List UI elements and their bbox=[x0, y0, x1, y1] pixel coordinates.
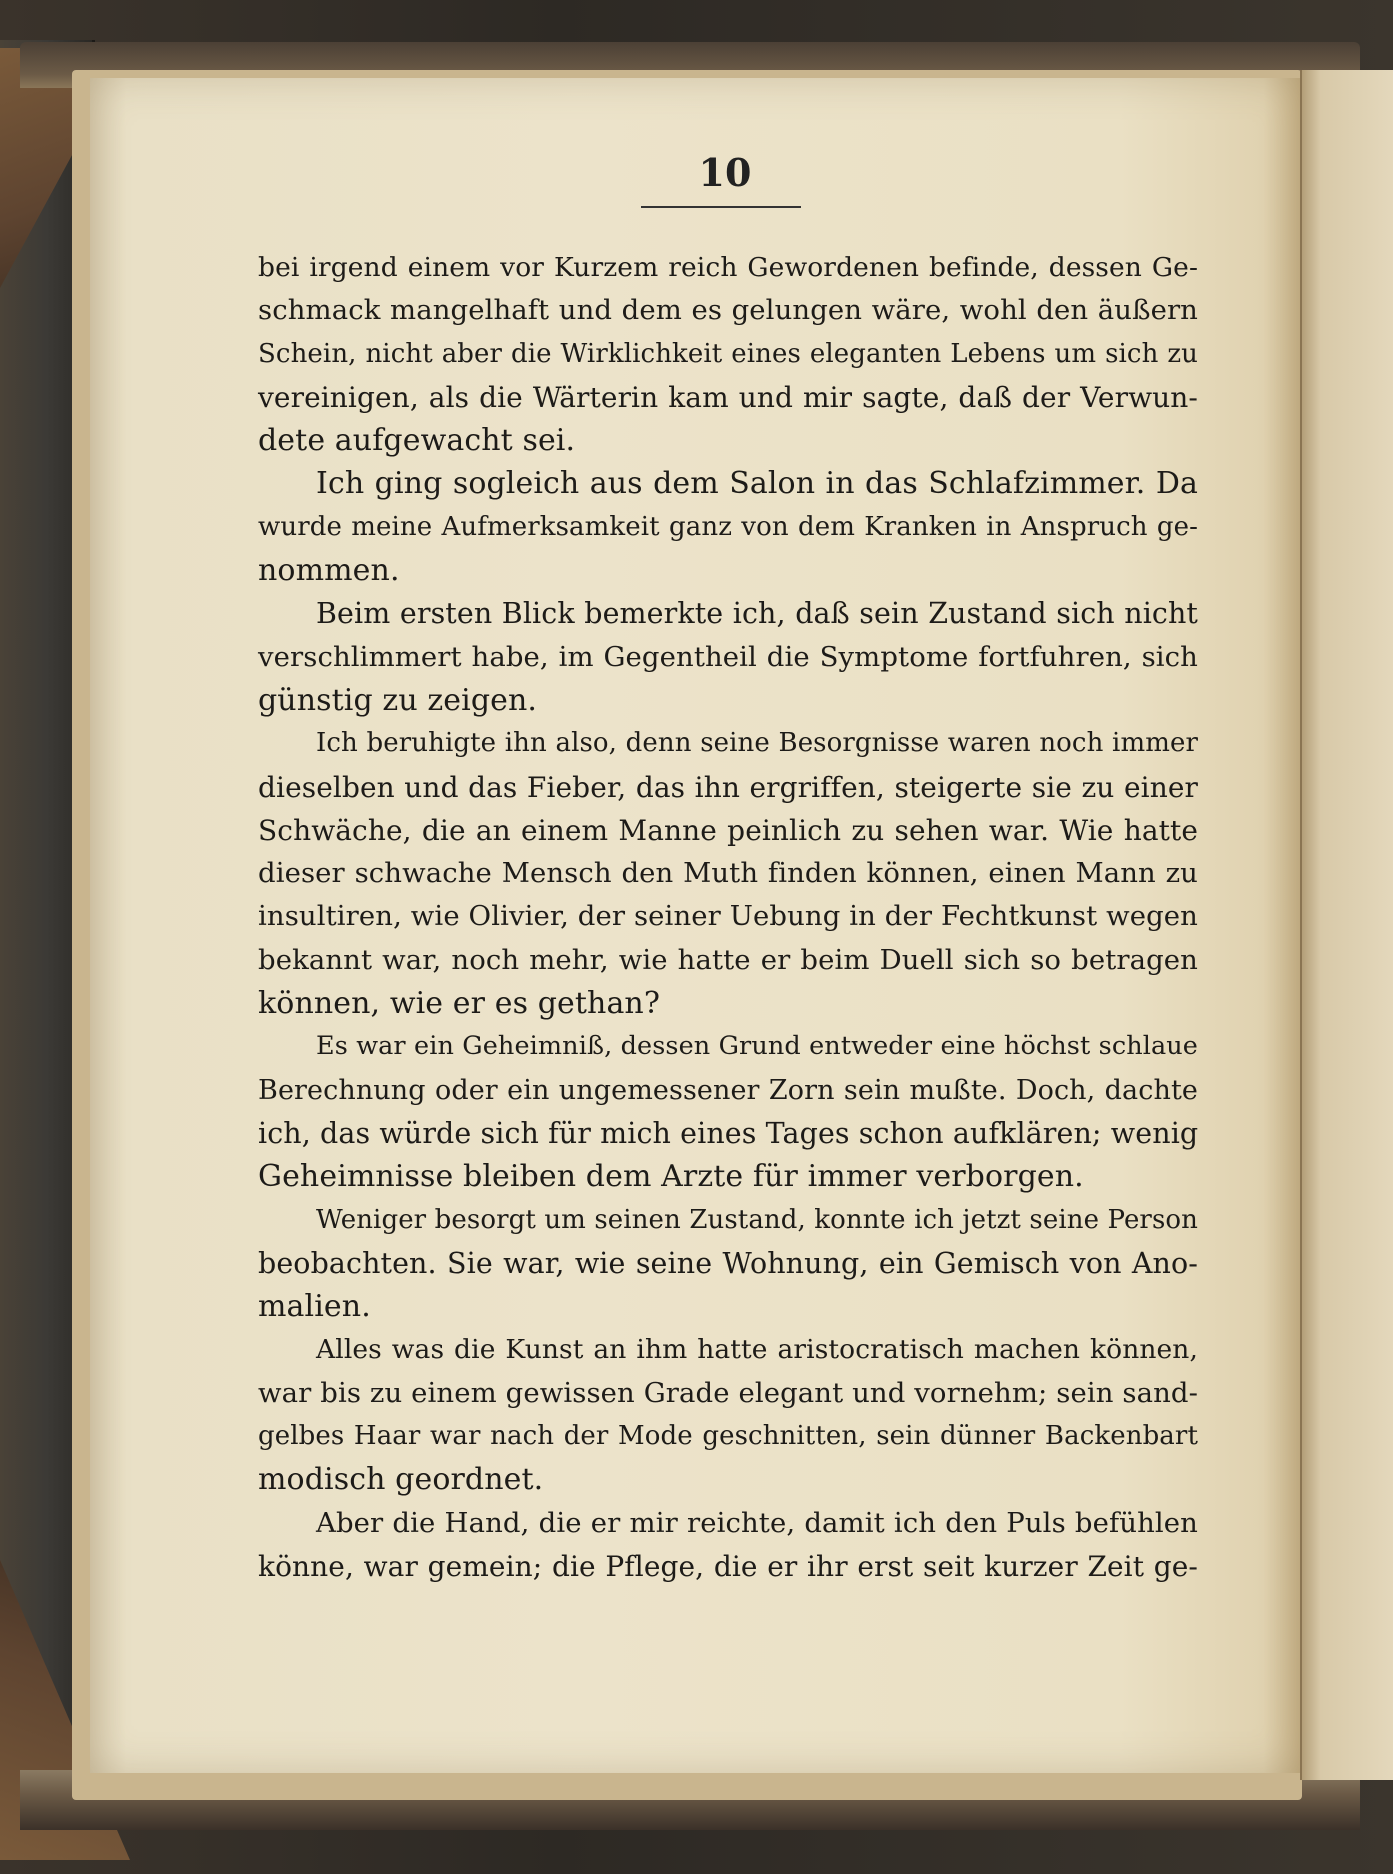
text-line: Geheimnisse bleiben dem Arzte für immer verborgen. bbox=[258, 1159, 1084, 1195]
page-number-rule bbox=[641, 206, 801, 208]
text-line: können, wie er es gethan? bbox=[258, 986, 661, 1022]
text-line: Alles was die Kunst an ihm hatte aristocratisch machen können, bbox=[316, 1334, 1198, 1366]
text-line: Ich beruhigte ihn also, denn seine Besorgnisse waren noch immer bbox=[316, 728, 1198, 759]
text-line: Ich ging sogleich aus dem Salon in das Schlafzimmer. Da bbox=[316, 466, 1198, 502]
text-line: Es war ein Geheimniß, dessen Grund entweder eine höchst schlaue bbox=[316, 1031, 1198, 1062]
text-line: bekannt war, noch mehr, wie hatte er beim Duell sich so betragen bbox=[258, 943, 1198, 976]
text-line: insultiren, wie Olivier, der seiner Uebung in der Fechtkunst wegen bbox=[258, 900, 1198, 933]
text-line: modisch geordnet. bbox=[258, 1462, 544, 1498]
text-line: beobachten. Sie war, wie seine Wohnung, ein Gemisch von Ano- bbox=[258, 1246, 1198, 1280]
page-body-text bbox=[258, 246, 1198, 1588]
text-line: malien. bbox=[258, 1289, 371, 1325]
text-line: verschlimmert habe, im Gegentheil die Symptome fortfuhren, sich bbox=[258, 640, 1198, 673]
text-line: dete aufgewacht sei. bbox=[258, 423, 576, 459]
text-line: nommen. bbox=[258, 553, 400, 589]
text-line: Weniger besorgt um seinen Zustand, konnte ich jetzt seine Person bbox=[316, 1204, 1198, 1235]
text-line: bei irgend einem vor Kurzem reich Gewordenen befinde, dessen Ge- bbox=[258, 252, 1198, 283]
text-line: gelbes Haar war nach der Mode geschnitten, sein dünner Backenbart bbox=[258, 1421, 1198, 1452]
text-line: Berechnung oder ein ungemessener Zorn sein mußte. Doch, dachte bbox=[258, 1074, 1198, 1106]
text-line: vereinigen, als die Wärterin kam und mir sagte, daß der Verwun- bbox=[258, 380, 1198, 414]
adjacent-page-edge bbox=[1300, 70, 1393, 1780]
text-line: Beim ersten Blick bemerkte ich, daß sein Zustand sich nicht bbox=[316, 597, 1198, 631]
text-line: wurde meine Aufmerksamkeit ganz von dem Kranken in Anspruch ge- bbox=[258, 511, 1198, 542]
text-line: Schein, nicht aber die Wirklichkeit eines eleganten Lebens um sich zu bbox=[258, 338, 1198, 369]
text-line: dieselben und das Fieber, das ihn ergriffen, steigerte sie zu einer bbox=[258, 770, 1198, 804]
text-line: Aber die Hand, die er mir reichte, damit ich den Puls befühlen bbox=[316, 1506, 1198, 1539]
text-line: könne, war gemein; die Pflege, die er ihr erst seit kurzer Zeit ge- bbox=[258, 1549, 1198, 1583]
text-line: schmack mangelhaft und dem es gelungen wäre, wohl den äußern bbox=[258, 294, 1198, 327]
text-line: Schwäche, die an einem Manne peinlich zu sehen war. Wie hatte bbox=[258, 813, 1198, 847]
text-line: war bis zu einem gewissen Grade elegant und vornehm; sein sand- bbox=[258, 1376, 1198, 1409]
text-line: dieser schwache Mensch den Muth finden können, einen Mann zu bbox=[258, 857, 1198, 890]
page-number: 10 bbox=[698, 150, 752, 195]
text-line: ich, das würde sich für mich eines Tages schon aufklären; wenig bbox=[258, 1116, 1199, 1150]
text-line: günstig zu zeigen. bbox=[258, 682, 538, 718]
